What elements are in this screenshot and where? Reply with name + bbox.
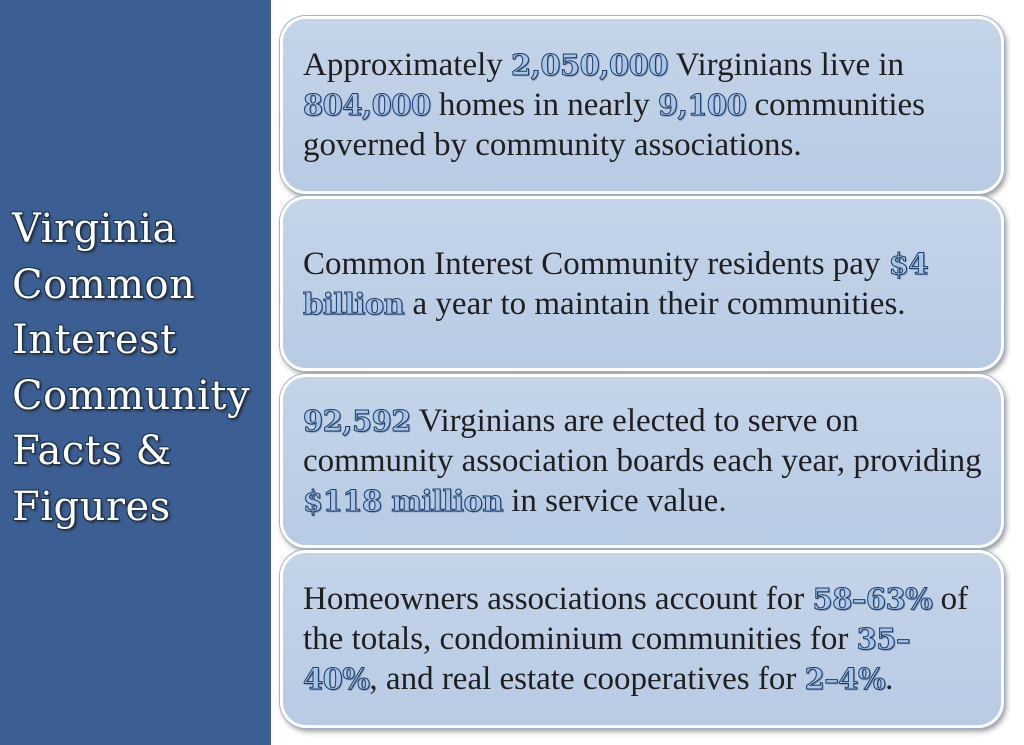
- fact-text-segment: Common Interest Community residents pay: [303, 245, 889, 282]
- highlight-condo-share: 35–40%: [303, 622, 910, 696]
- fact-text: [303, 579, 983, 699]
- slide-title: [12, 202, 270, 535]
- highlight-board-members-count: 92,592: [303, 404, 411, 438]
- highlight-homes-count: 804,000: [303, 88, 431, 122]
- fact-card-board-members: [280, 374, 1004, 548]
- fact-text: [303, 401, 983, 521]
- fact-text-segment: Homeowners associations account for: [303, 581, 813, 617]
- fact-card-population: [280, 16, 1004, 194]
- fact-text-segment: Virginians are elected to serve on community association boards each year, providing: [303, 403, 982, 479]
- title-line: Virginia: [12, 206, 177, 252]
- highlight-maintenance-cost: $4 billion: [303, 246, 929, 321]
- fact-text-segment: .: [885, 661, 894, 697]
- fact-text: [303, 45, 983, 165]
- title-line: Common: [12, 261, 196, 308]
- fact-text-segment: homes in nearly: [430, 87, 658, 123]
- highlight-coop-share: 2–4%: [804, 662, 886, 696]
- fact-text-segment: communities governed by community associations.: [303, 87, 925, 163]
- fact-card-association-types: [280, 550, 1004, 728]
- fact-text: [303, 244, 983, 324]
- title-line: Community: [12, 372, 251, 419]
- fact-text-segment: , and real estate cooperatives for: [369, 661, 805, 697]
- fact-text-segment: in service value.: [503, 483, 727, 519]
- highlight-hoa-share: 58–63%: [812, 582, 933, 616]
- fact-text-segment: of the totals, condominium communities for: [303, 581, 969, 657]
- highlight-service-value: $118 million: [303, 484, 503, 518]
- fact-card-maintenance: [280, 196, 1004, 371]
- highlight-communities-count: 9,100: [657, 88, 747, 122]
- fact-text-segment: a year to maintain their communities.: [404, 285, 906, 322]
- title-line: Facts &: [12, 428, 172, 474]
- fact-text-segment: Virginians live in: [668, 47, 905, 83]
- title-line: Figures: [12, 483, 171, 530]
- fact-text-segment: Approximately: [303, 47, 512, 83]
- highlight-virginians-count: 2,050,000: [511, 48, 668, 82]
- title-line: Interest: [12, 317, 177, 363]
- title-sidebar: [0, 0, 271, 745]
